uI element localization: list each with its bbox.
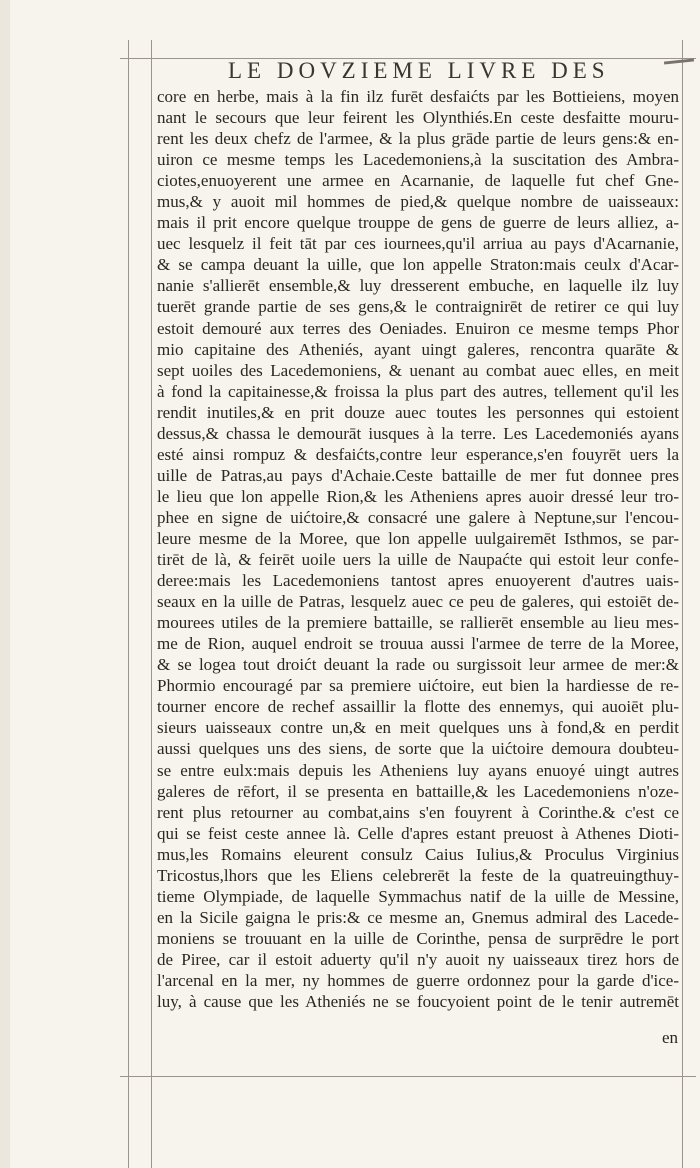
text-line: à fond la capitainesse,& froissa la plus part des autres, tellement qu'il les [157,381,679,401]
text-line: tourner encore de rechef assaillir la flotte des ennemys, qui auoiēt plu- [157,697,679,717]
text-line: nanie s'allierēt ensemble,& luy dresserent embuche, en laquelle ilz luy [157,276,679,296]
text-line: aussi quelques uns des siens, de sorte que la uićtoire demoura doubteu- [157,739,679,759]
text-line: moniens se trouuant en la uille de Corinthe, pensa de surprēdre le port [157,928,679,948]
text-line: galeres de rēfort, il se presenta en battaille,& les Lacedemoniens n'oze- [157,781,679,801]
text-line: sieurs uaisseaux contre un,& en meit quelques uns à fond,& en perdit [157,718,679,738]
catchword: en [661,1028,678,1047]
text-line: tirēt de là, & feirēt uoile uers la uille de Naupaćte qui estoit leur confe- [157,550,679,570]
text-line: rent plus retourner au combat,ains s'en fouyrent à Corinthe.& c'est ce [157,802,679,822]
text-line: phee en signe de uićtoire,& consacré une galere à Neptune,sur l'encou- [157,507,679,527]
text-line: dessus,& chassa le demourāt iusques à la terre. Les Lacedemoniés ayans [157,423,679,443]
text-line: le lieu que lon appelle Rion,& les Atheniens apres auoir dressé leur tro- [157,486,679,506]
bottom-rule [120,1076,696,1077]
text-line: estoit demouré aux terres des Oeniades. Enuiron ce mesme temps Phor [157,318,679,338]
right-rule [682,40,683,1168]
text-line: deree:mais les Lacedemoniens tantost apres enuoyerent d'autres uais- [157,571,679,591]
text-line: ciotes,enuoyerent une armee en Acarnanie, de laquelle fut chef Gne- [157,171,679,191]
text-line: esté ainsi rompuz & desfaićts,contre leur esperance,s'en fouyrēt uers la [157,444,679,464]
text-line: tuerēt grande partie de ses gens,& le contraignirēt de retirer ce qui luy [157,297,679,317]
text-line: uiron ce mesme temps les Lacedemoniens,à la suscitation des Ambra- [157,150,679,170]
text-line: & se campa deuant la uille, que lon appelle Straton:mais ceulx d'Acar- [157,255,679,275]
left-rule-inner [151,40,152,1168]
text-line: Phormio encouragé par sa premiere uićtoire, eut bien la hardiesse de re- [157,676,679,696]
text-line: rent les deux chefz de l'armee, & la plus grāde partie de leurs gens:& en- [157,129,679,149]
text-line: de Piree, car il estoit aduerty qu'il n'y auoit ny uaisseaux tirez hors de [157,949,679,969]
text-line: Tricostus,lhors que les Eliens celebrerēt la feste de la quatreuingthuy- [157,865,679,885]
text-line: nant le secours que leur feirent les Olynthiés.En ceste desfaitte mouru- [157,108,679,128]
text-line: me de Rion, auquel endroit se trouua aussi l'armee de terre de la Moree, [157,634,679,654]
text-line: seaux en la uille de Patras, lesquelz auec ce peu de galeres, qui estoiēt de- [157,592,679,612]
text-line: mourees utiles de la premiere battaille, se rallierēt ensemble au lieu mes- [157,613,679,633]
text-line: core en herbe, mais à la fin ilz furēt desfaićts par les Bottieiens, moyen [157,87,679,106]
body-text [157,86,679,1012]
running-header: LE DOVZIEME LIVRE DES [228,58,610,83]
text-line: mio capitaine des Atheniés, ayant uingt galeres, rencontra quarāte & [157,339,679,359]
text-line: mus,les Romains eleurent consulz Caius Iulius,& Proculus Virginius [157,844,679,864]
text-line: rendit inutiles,& en prit douze auec toutes les personnes qui estoient [157,402,679,422]
text-line: mus,& y auoit mil hommes de pied,& quelque nombre de uaisseaux: [157,192,679,212]
ink-mark [664,58,694,64]
text-line: sept uoiles des Lacedemoniens, & uenant au combat auec elles, en meit [157,360,679,380]
text-line: leure mesme de la Moree, que lon appelle uulgairemēt Isthmos, se par- [157,528,679,548]
text-line: uec lesquelz il feit tāt par ces iournees,qu'il arriua au pays d'Acarnanie, [157,234,679,254]
text-line: l'arcenal en la mer, ny hommes de guerre ordonnez pour la garde d'ice- [157,970,679,990]
text-line: en la Sicile gaigna le pris:& ce mesme an, Gnemus admiral des Lacede- [157,907,679,927]
text-line: tieme Olympiade, de laquelle Symmachus natif de la uille de Messine, [157,886,679,906]
text-line: qui se feist ceste annee là. Celle d'apres estant preuost à Athenes Dioti- [157,823,679,843]
text-line: & se logea tout droićt deuant la rade ou surgissoit leur armee de mer:& [157,655,679,675]
text-line: luy, à cause que les Atheniés ne se foucyoient point de le tenir autremēt [157,992,679,1012]
text-line: se entre eulx:mais depuis les Atheniens luy ayans enuoyé uingt autres [157,760,679,780]
text-line: mais il prit encore quelque trouppe de gens de guerre de leurs alliez, a- [157,213,679,233]
page-gutter [0,0,10,1168]
left-rule-outer [128,40,129,1168]
text-line: uille de Patras,au pays d'Achaie.Ceste battaille de mer fut donnee pres [157,465,679,485]
